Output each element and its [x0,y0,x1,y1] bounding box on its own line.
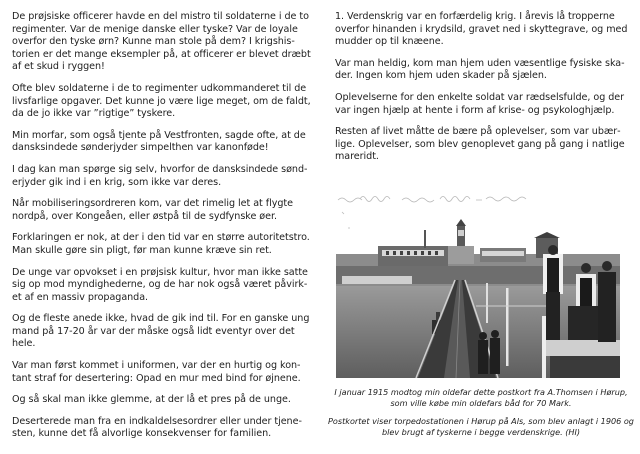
right-column [335,11,628,173]
paragraph: 1. Verdenskrig var en forfærdelig krig. I årevis lå tropperne overfor hinanden i krydsild, gravet ned i skyttegrave, og med mudder op til knæene. [335,11,628,48]
paragraph: De unge var opvokset i en prøjsisk kultur, hvor man ikke satte sig op mod myndighederne, og de har nok også været påvirket af en massiv propaganda. [12,266,308,303]
paragraph: Var man heldig, kom man hjem uden væsentlige fysiske skader. Ingen kom hjem uden skader på sjælen. [335,57,625,82]
paragraph: Resten af livet måtte de bære på oplevelser, som var ubærlige. Oplevelser, som blev genoplevet gang på gang i natlige mareridt. [335,126,625,163]
paragraph: Forklaringen er nok, at der i den tid var en større autoritetstro. Man skulle gøre sin pligt, før man kunne kræve sin ret. [12,232,310,256]
paragraph: I dag kan man spørge sig selv, hvorfor de dansksindede sønderjyder gik ind i en krig, som ikke var deres. [12,163,308,188]
caption: Postkortet viser torpedostationen i Hørup på Als, som blev anlagt i 1906 og blev brugt af tyskerne i begge verdenskrige. (HI) [328,416,634,437]
paragraph: Var man først kommet i uniformen, var der en hurtig og kontant straf for desertering: Opad en mur med bind for øjnene. [12,360,301,384]
left-column [12,11,312,450]
paragraph: Oplevelserne for den enkelte soldat var rædselsfulde, og der var ingen hjælp at hente i form af krise- og psykologhjælp. [335,91,625,116]
paragraph: Min morfar, som også tjente på Vestfronten, sagde ofte, at de dansksindede sønderjyder simpelthen var kanonføde! [12,129,306,154]
paragraph: Ofte blev soldaterne i de to regimenter udkommanderet til de livsfarlige opgaver. Det kunne jo være lige meget, om de faldt, da de jo ikke var ”rigtige” tyskere. [12,82,311,120]
paragraph: Når mobiliseringsordreren kom, var det rimelig let at flygte nordpå, over Kongeåen, eller østpå til de sydfynske øer. [12,198,293,222]
handwriting-scribble [338,197,526,229]
paragraph: Og så skal man ikke glemme, at der lå et pres på de unge. [12,394,291,406]
postcard-captions [326,387,636,445]
caption: I januar 1915 modtog min oldefar dette postkort fra A.Thomsen i Hørup, som ville købe min oldefars båd for 70 Mark. [334,387,628,408]
paragraph: Og de fleste anede ikke, hvad de gik ind til. For en ganske ung mand på 17-20 år var der måske også lidt eventyr over det hele. [12,313,310,350]
paragraph: De prøjsiske officerer havde en del mistro til soldaterne i de to regimenter. Var de menige danske eller tyske? Var de loyale overfor den tyske ørn? Kunne man stole på dem? I krigshistorien er det mange eksempler på, at officerer er blevet dræbt af et skud i ryggen! [12,11,311,73]
postcard-image [336,188,620,378]
postcard-photo [336,188,620,378]
paragraph: Deserterede man fra en indkaldelsesordrer eller under tjenesten, kunne det få alvorlige konsekvenser for familien. [12,415,302,440]
